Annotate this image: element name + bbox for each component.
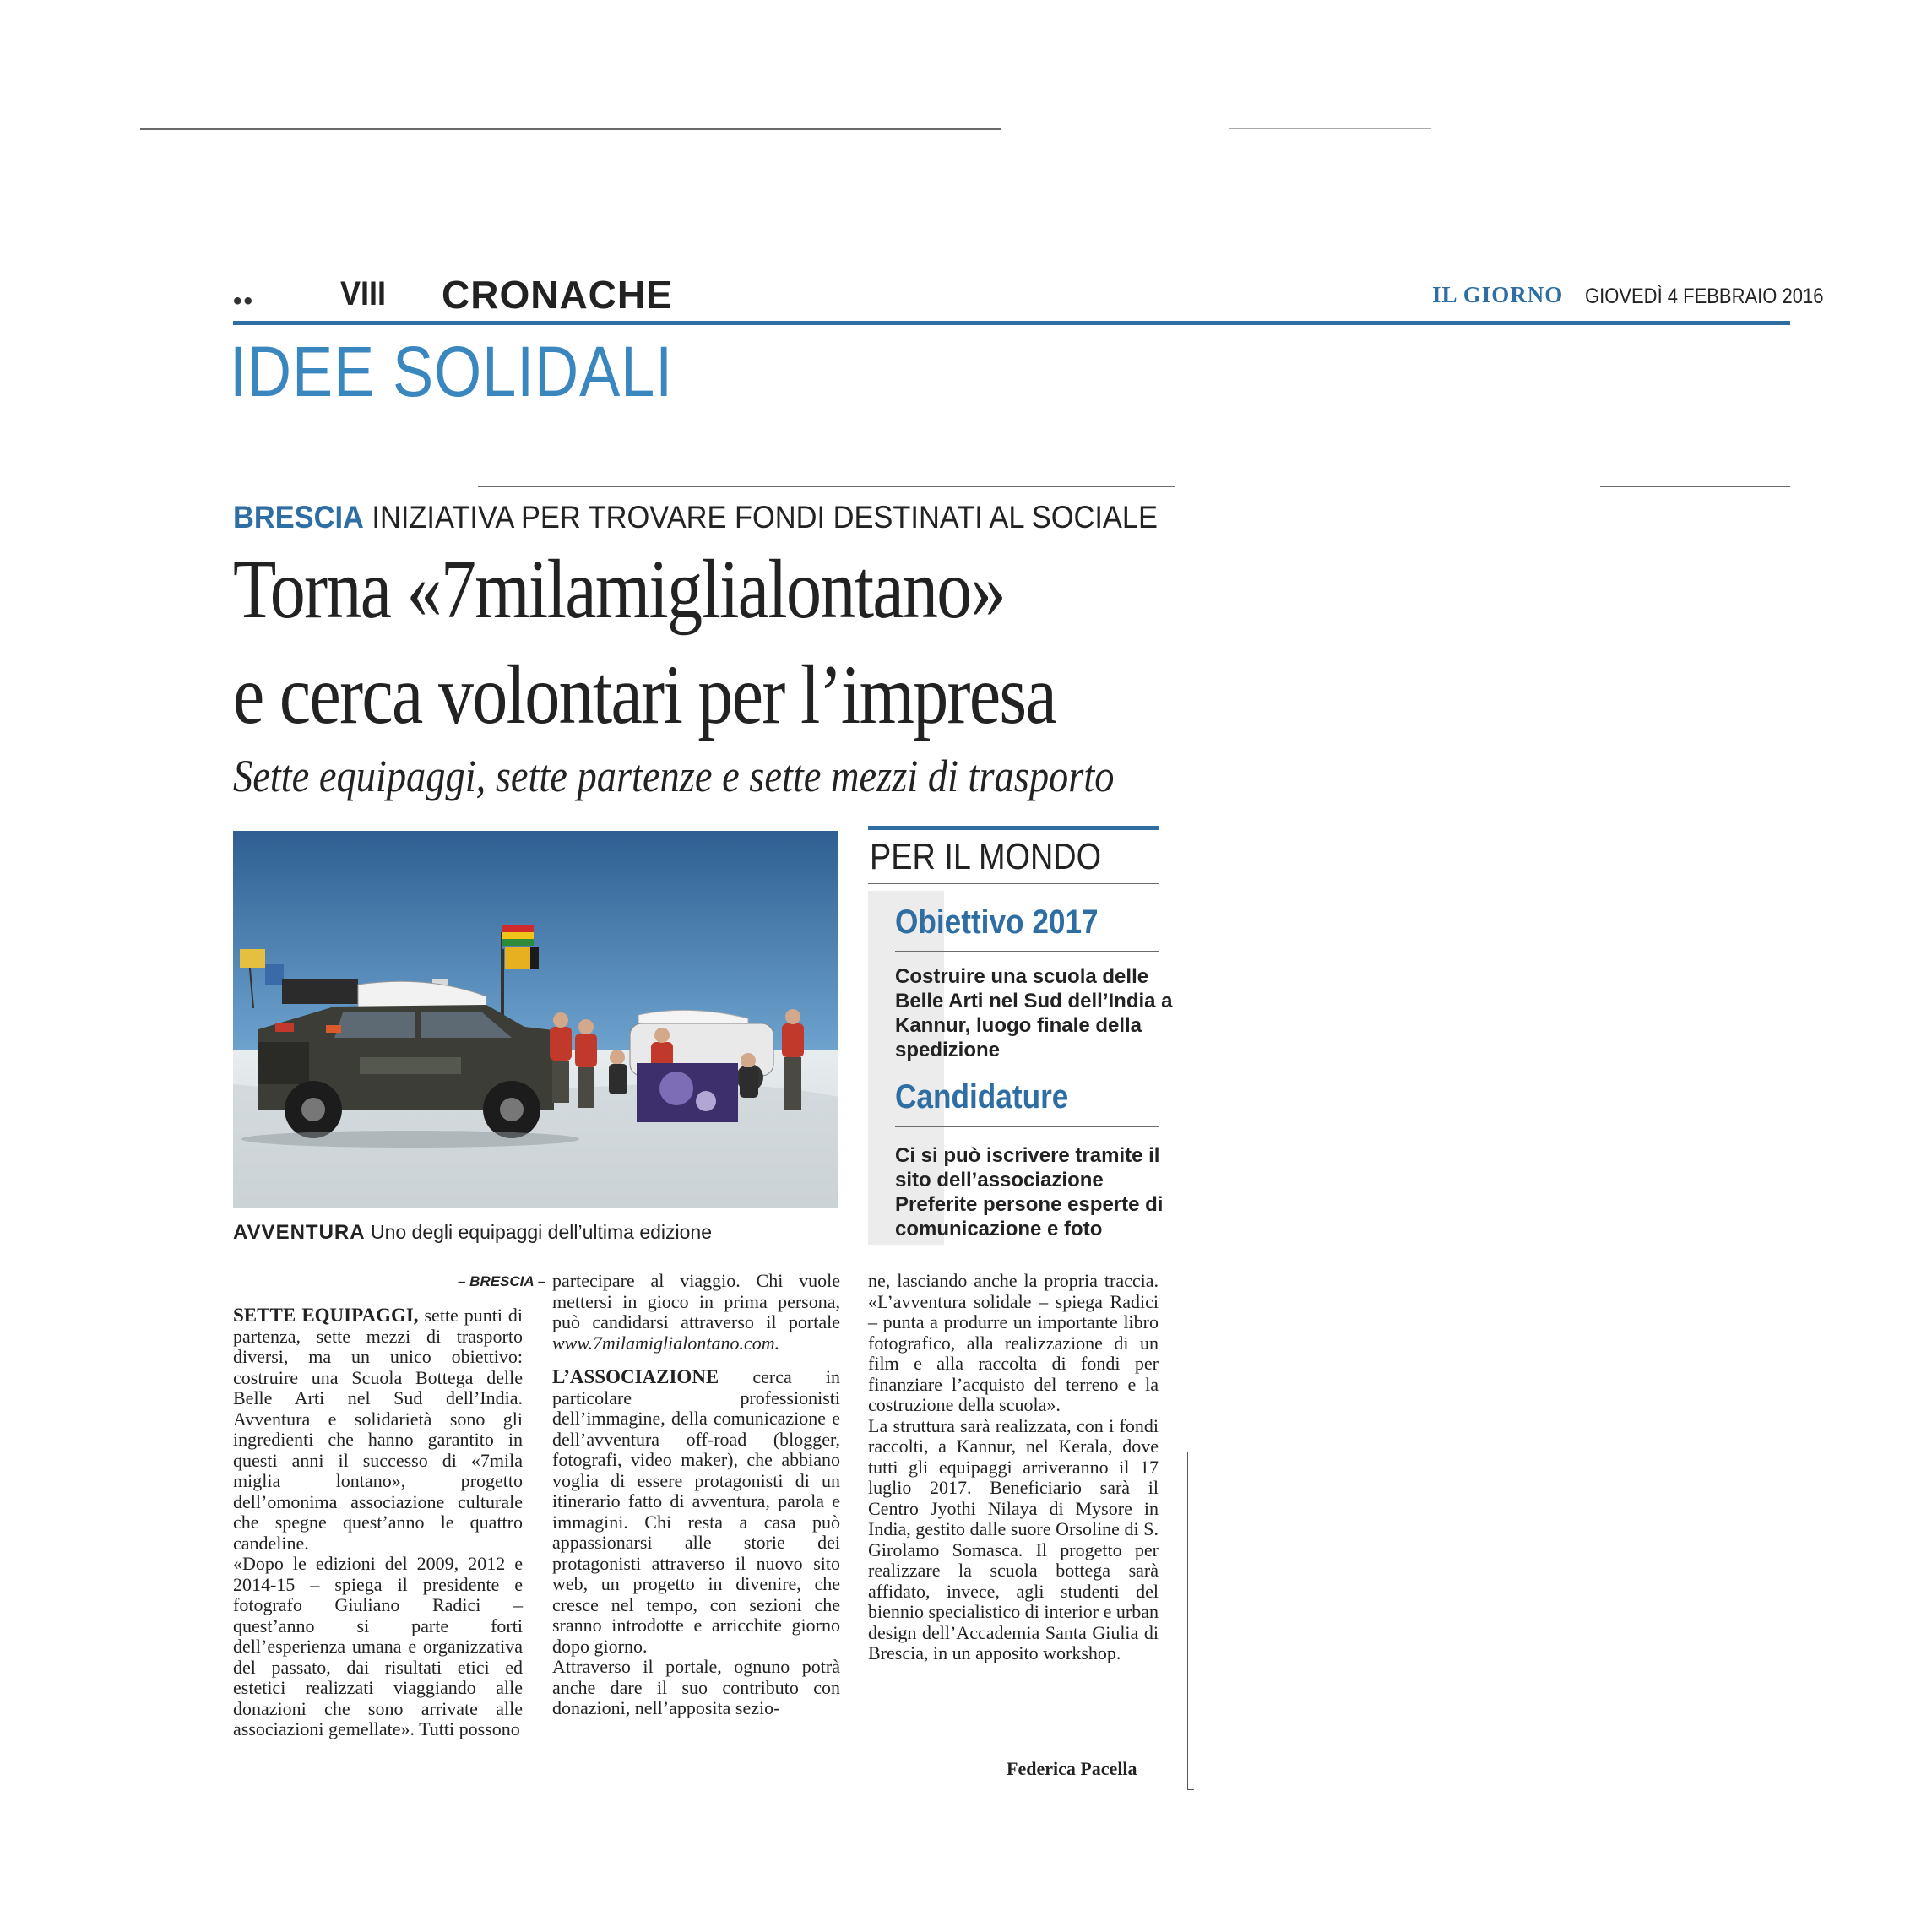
caption-text: Uno degli equipaggi dell’ultima edizione bbox=[370, 1221, 713, 1243]
scan-top-rule bbox=[140, 128, 1001, 130]
sidebar-title-rule bbox=[868, 883, 1159, 884]
col3-paragraph-2: La struttura sarà realizzata, con i fondi raccolti, a Kannur, nel Kerala, dove tutti gli equipaggi arriveranno il 17 luglio 2017. Beneficiario sarà il Centro Jyothi Nilaya di Mysore in India, gestito dalle suore Orsoline di S. Girolamo Somasca. Il progetto per realizzare la scuola bottega sarà affidato, invece, agli studenti del biennio specialistico di interior e urban design dell’Accademia Santa Giulia di Brescia, in un apposito workshop. bbox=[868, 1414, 1159, 1663]
caption-label: AVVENTURA bbox=[233, 1221, 366, 1244]
article-column-2 bbox=[552, 1271, 840, 1719]
article-top-rule bbox=[478, 486, 1175, 487]
sidebar-heading-rule-2 bbox=[895, 1126, 1159, 1127]
header-rule bbox=[233, 321, 1790, 325]
kicker-text: INIZIATIVA PER TROVARE FONDI DESTINATI AL SOCIALE bbox=[372, 500, 1158, 535]
col2-paragraph-1: partecipare al viaggio. Chi vuole mettersi in gioco in prima persona, può candidarsi attraverso il portale bbox=[552, 1270, 840, 1332]
scan-top-rule-right bbox=[1229, 128, 1431, 129]
col2-paragraph-3: Attraverso il portale, ognuno potrà anche dare il suo contributo con donazioni, nell’apposita sezio- bbox=[552, 1656, 840, 1718]
sidebar-top-bar bbox=[868, 826, 1159, 830]
photo-caption bbox=[233, 1221, 712, 1245]
expedition-photo-illustration bbox=[233, 831, 838, 1208]
headline-line-2: e cerca volontari per l’impresa bbox=[233, 648, 1056, 741]
author-signature: Federica Pacella bbox=[1007, 1758, 1137, 1779]
portal-url: www.7milamiglialontano.com. bbox=[552, 1332, 780, 1354]
article-right-border-tick bbox=[1187, 1789, 1194, 1790]
kicker bbox=[233, 500, 1158, 535]
lead-in-1: SETTE EQUIPAGGI, bbox=[233, 1305, 419, 1326]
kicker-place: BRESCIA bbox=[233, 500, 364, 535]
sidebar-heading-objective: Obiettivo 2017 bbox=[895, 904, 1099, 941]
lead-in-2: L’ASSOCIAZIONE bbox=[552, 1366, 719, 1387]
header-marks: •• bbox=[233, 287, 255, 315]
dateline: – BRESCIA – bbox=[458, 1273, 546, 1289]
article-photo bbox=[233, 831, 838, 1208]
subheadline: Sette equipaggi, sette partenze e sette mezzi di trasporto bbox=[233, 751, 1115, 801]
sidebar-heading-rule-1 bbox=[895, 951, 1159, 952]
right-top-rule bbox=[1600, 486, 1790, 487]
sidebar-heading-candidature: Candidature bbox=[895, 1078, 1069, 1115]
article-column-3 bbox=[868, 1271, 1159, 1664]
section-name: CRONACHE bbox=[442, 273, 673, 317]
newspaper-name: IL GIORNO bbox=[1432, 282, 1564, 307]
col1-paragraph-1: sette punti di partenza, sette mezzi di trasporto diversi, ma un unico obiettivo: costruire una Scuola Bottega delle Belle Arti nel Sud dell’India. Avventura e solidarietà sono gli ingredienti che hanno garantito in questi anni il successo di «7mila miglia lontano», progetto dell’omonima associazione culturale che spegne quest’anno le quattro candeline. bbox=[233, 1305, 524, 1554]
article-column-1 bbox=[233, 1305, 523, 1740]
issue-date: GIOVEDÌ 4 FEBBRAIO 2016 bbox=[1585, 285, 1824, 308]
col3-paragraph-1: ne, lasciando anche la propria traccia. «L’avventura solidale – spiega Radici – punta a produrre un importante libro fotografico, alla realizzazione di un film e alla raccolta di fondi per finanziare l’acquisto del terreno e la costruzione della scuola». bbox=[868, 1270, 1159, 1415]
page-number: VIII bbox=[340, 275, 387, 312]
article-right-border bbox=[1187, 1452, 1188, 1790]
headline-line-1: Torna «7milamiglialontano» bbox=[233, 542, 1005, 636]
col1-paragraph-2: «Dopo le edizioni del 2009, 2012 e 2014-15 – spiega il presidente e fotografo Giuliano Radici – quest’anno si parte forti dell’esperienza umana e organizzativa del passato, dai risultati etici ed estetici realizzati viaggiando alle donazioni che sono arrivate alle associazioni gemellate». Tutti possono bbox=[233, 1553, 523, 1739]
sidebar-text-candidature: Ci si può iscrivere tramite il sito dell’associazione Preferite persone esperte di comunicazione e foto bbox=[895, 1144, 1164, 1240]
section-title: IDEE SOLIDALI bbox=[230, 332, 674, 411]
col2-paragraph-2: cerca in particolare professionisti dell’immagine, della comunicazione e dell’avventura off-road (blogger, fotografi, video maker), che abbiano voglia di essere protagonisti di un itinerario fatto di avventura, parola e immagini. Chi resta a casa può appassionarsi alle storie dei protagonisti attraverso il nuovo sito web, un progetto in divenire, che cresce nel tempo, con sezioni che sranno introdotte e arricchite giorno dopo giorno. bbox=[552, 1366, 840, 1657]
sidebar-text-objective: Costruire una scuola delle Belle Arti nel Sud dell’India a Kannur, luogo finale della spedizione bbox=[895, 965, 1173, 1061]
sidebar-title: PER IL MONDO bbox=[870, 836, 1102, 877]
